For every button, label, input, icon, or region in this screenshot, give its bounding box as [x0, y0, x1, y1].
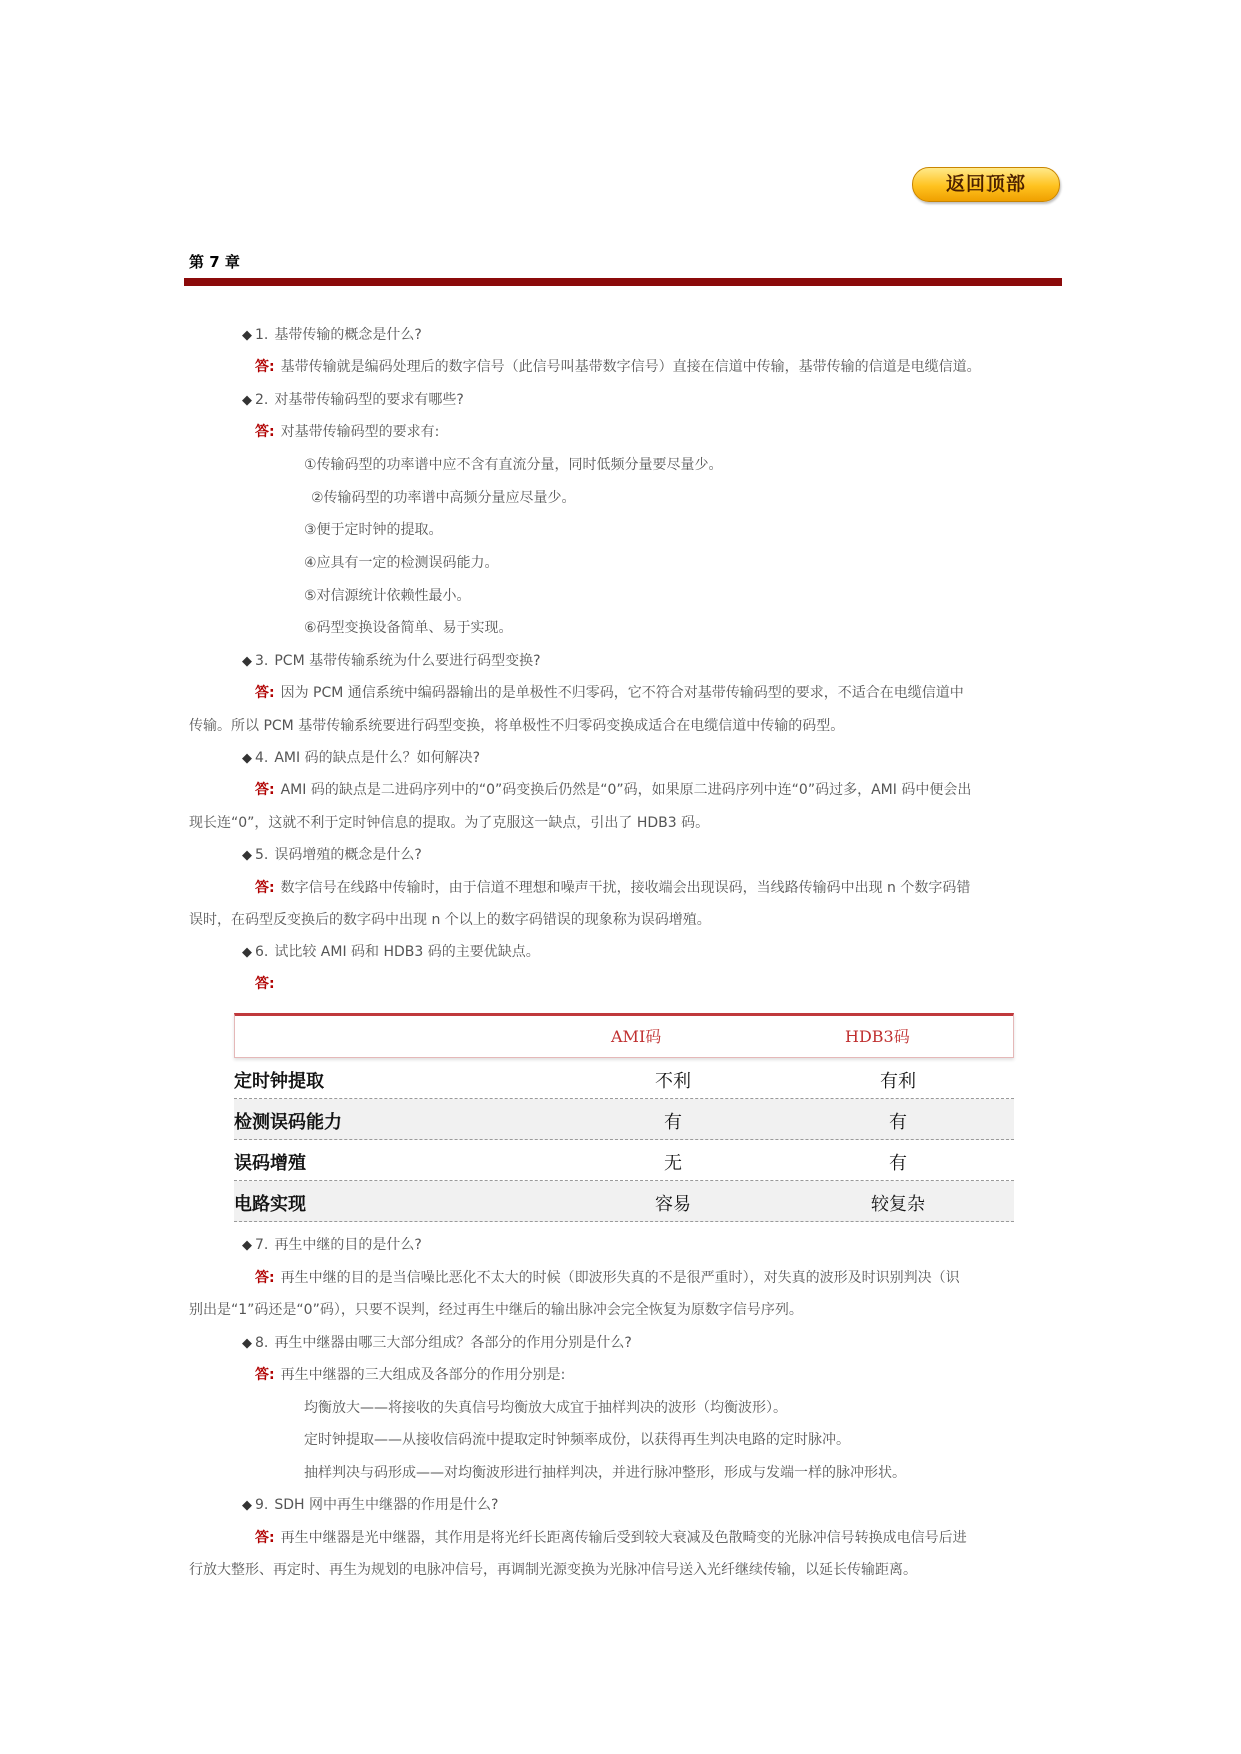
- table-row: [234, 1181, 1014, 1222]
- table-cell: 检测误码能力: [234, 1112, 342, 1133]
- answer-1: 答: 基带传输就是编码处理后的数字信号（此信号叫基带数字信号）直接在信道中传输，基带传输的信道是电缆信道。: [255, 359, 981, 375]
- answer-3-cont: 传输。所以 PCM 基带传输系统要进行码型变换，将单极性不归零码变换成适合在电缆信道中传输的码型。: [189, 718, 845, 734]
- table-cell: 不利: [655, 1071, 691, 1092]
- question-7: ◆ 7. 再生中继的目的是什么?: [242, 1237, 422, 1253]
- answer-8: 答: 再生中继器的三大组成及各部分的作用分别是:: [255, 1367, 566, 1383]
- answer-9: 答: 再生中继器是光中继器，其作用是将光纤长距离传输后受到较大衰减及色散畸变的光脉冲信号转换成电信号后进: [255, 1530, 967, 1546]
- chapter-title: 第 7 章: [189, 253, 240, 271]
- question-3: ◆ 3. PCM 基带传输系统为什么要进行码型变换?: [242, 653, 541, 669]
- list-item: ②传输码型的功率谱中高频分量应尽量少。: [311, 490, 576, 506]
- answer-7-cont: 别出是“1”码还是“0”码），只要不误判，经过再生中继后的输出脉冲会完全恢复为原数字信号序列。: [189, 1302, 803, 1318]
- table-header-row: [234, 1013, 1014, 1058]
- answer-7: 答: 再生中继的目的是当信噪比恶化不太大的时候（即波形失真的不是很严重时），对失真的波形及时识别判决（识: [255, 1270, 960, 1286]
- table-cell: 有: [889, 1153, 907, 1174]
- list-item: ①传输码型的功率谱中应不含有直流分量，同时低频分量要尽量少。: [304, 457, 723, 473]
- bullet-icon: ◆: [242, 848, 252, 863]
- table-cell: 定时钟提取: [234, 1071, 324, 1092]
- table-cell: 容易: [655, 1194, 691, 1215]
- answer-6: 答:: [255, 976, 275, 992]
- list-item: ⑤对信源统计依赖性最小。: [304, 588, 471, 604]
- bullet-icon: ◆: [242, 945, 252, 960]
- bullet-icon: ◆: [242, 1238, 252, 1253]
- bullet-icon: ◆: [242, 1498, 252, 1513]
- table-cell: 电路实现: [234, 1194, 306, 1215]
- question-1: ◆ 1. 基带传输的概念是什么?: [242, 327, 422, 343]
- table-cell: 有利: [880, 1071, 916, 1092]
- answer-2: 答: 对基带传输码型的要求有:: [255, 424, 440, 440]
- question-8: ◆ 8. 再生中继器由哪三大部分组成？各部分的作用分别是什么?: [242, 1335, 632, 1351]
- question-2: ◆ 2. 对基带传输码型的要求有哪些?: [242, 392, 464, 408]
- bullet-icon: ◆: [242, 1336, 252, 1351]
- answer-3: 答: 因为 PCM 通信系统中编码器输出的是单极性不归零码，它不符合对基带传输码型的要求，不适合在电缆信道中: [255, 685, 964, 701]
- list-item: 抽样判决与码形成——对均衡波形进行抽样判决，并进行脉冲整形，形成与发端一样的脉冲形状。: [304, 1465, 906, 1481]
- list-item: ④应具有一定的检测误码能力。: [304, 555, 499, 571]
- table-cell: 有: [889, 1112, 907, 1133]
- comparison-table: [234, 1013, 1014, 1223]
- table-row: [234, 1058, 1014, 1099]
- table-row: [234, 1099, 1014, 1140]
- bullet-icon: ◆: [242, 328, 252, 343]
- list-item: 定时钟提取——从接收信码流中提取定时钟频率成份，以获得再生判决电路的定时脉冲。: [304, 1432, 850, 1448]
- bullet-icon: ◆: [242, 751, 252, 766]
- answer-5-cont: 误时，在码型反变换后的数字码中出现 n 个以上的数字码错误的现象称为误码增殖。: [189, 912, 711, 928]
- table-header-ami: AMI码: [611, 1027, 662, 1046]
- bullet-icon: ◆: [242, 393, 252, 408]
- answer-4-cont: 现长连“0”，这就不利于定时钟信息的提取。为了克服这一缺点，引出了 HDB3 码。: [189, 815, 710, 831]
- table-cell: 较复杂: [871, 1194, 925, 1215]
- chapter-divider: [184, 278, 1062, 286]
- back-to-top-button[interactable]: 返回顶部: [912, 167, 1060, 202]
- table-cell: 有: [664, 1112, 682, 1133]
- bullet-icon: ◆: [242, 654, 252, 669]
- answer-4: 答: AMI 码的缺点是二进码序列中的“0”码变换后仍然是“0”码，如果原二进码序列中连“0”码过多，AMI 码中便会出: [255, 782, 972, 798]
- question-5: ◆ 5. 误码增殖的概念是什么?: [242, 847, 422, 863]
- question-9: ◆ 9. SDH 网中再生中继器的作用是什么?: [242, 1497, 499, 1513]
- list-item: ③便于定时钟的提取。: [304, 522, 443, 538]
- answer-9-cont: 行放大整形、再定时、再生为规划的电脉冲信号，再调制光源变换为光脉冲信号送入光纤继续传输，以延长传输距离。: [189, 1562, 917, 1578]
- answer-5: 答: 数字信号在线路中传输时，由于信道不理想和噪声干扰，接收端会出现误码，当线路传输码中出现 n 个数字码错: [255, 880, 971, 896]
- table-row: [234, 1140, 1014, 1181]
- question-6: ◆ 6. 试比较 AMI 码和 HDB3 码的主要优缺点。: [242, 944, 540, 960]
- table-header-hdb3: HDB3码: [845, 1027, 910, 1046]
- list-item: ⑥码型变换设备简单、易于实现。: [304, 620, 513, 636]
- table-cell: 误码增殖: [234, 1153, 306, 1174]
- question-4: ◆ 4. AMI 码的缺点是什么？如何解决?: [242, 750, 481, 766]
- table-cell: 无: [664, 1153, 682, 1174]
- list-item: 均衡放大——将接收的失真信号均衡放大成宜于抽样判决的波形（均衡波形）。: [304, 1400, 787, 1416]
